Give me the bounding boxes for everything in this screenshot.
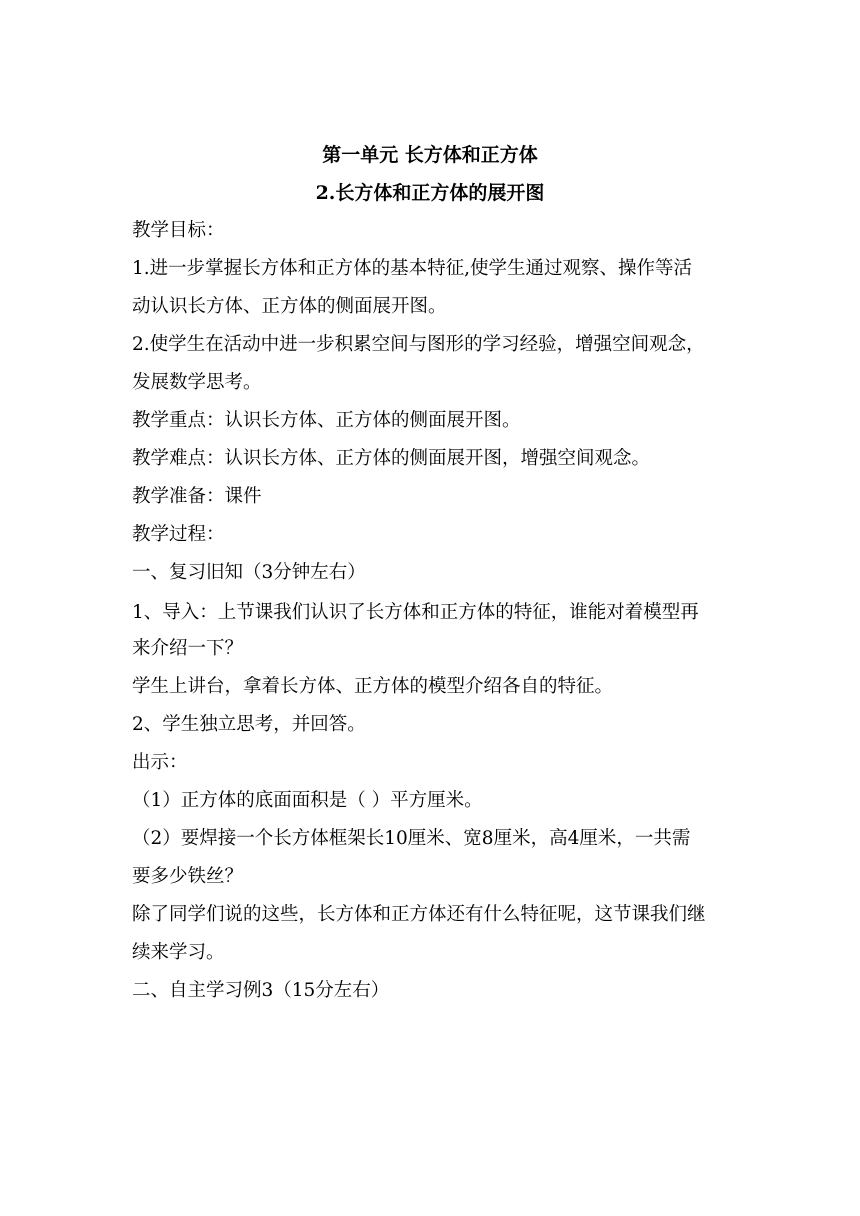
text-line: 来介绍一下？ bbox=[132, 638, 244, 659]
document-title: 第一单元 长方体和正方体 bbox=[322, 144, 538, 166]
text-line: 二、自主学习例3（15分左右） bbox=[132, 980, 390, 1001]
document-subtitle: 2.长方体和正方体的展开图 bbox=[315, 182, 545, 204]
text-line: 除了同学们说的这些，长方体和正方体还有什么特征呢，这节课我们继 bbox=[132, 904, 706, 925]
text-line: 一、复习旧知（3分钟左右） bbox=[132, 562, 366, 583]
text-line: （2）要焊接一个长方体框架长10厘米、宽8厘米，高4厘米，一共需 bbox=[132, 828, 691, 849]
text-line: 1、导入：上节课我们认识了长方体和正方体的特征，谁能对着模型再 bbox=[132, 602, 699, 623]
text-line: 动认识长方体、正方体的侧面展开图。 bbox=[132, 296, 447, 317]
text-line: 教学目标： bbox=[132, 220, 225, 241]
text-line: 出示： bbox=[132, 752, 188, 773]
text-line: 1.进一步掌握长方体和正方体的基本特征,使学生通过观察、操作等活 bbox=[132, 258, 693, 279]
text-line: 2、学生独立思考，并回答。 bbox=[132, 714, 366, 735]
text-line: 教学难点：认识长方体、正方体的侧面展开图，增强空间观念。 bbox=[132, 448, 651, 469]
text-line: 2.使学生在活动中进一步积累空间与图形的学习经验，增强空间观念， bbox=[132, 334, 705, 355]
text-line: 要多少铁丝？ bbox=[132, 866, 244, 887]
text-line: 教学过程： bbox=[132, 524, 225, 545]
text-line: 教学准备：课件 bbox=[132, 486, 262, 507]
text-line: （1）正方体的底面面积是（ ）平方厘米。 bbox=[132, 790, 483, 811]
text-line: 教学重点：认识长方体、正方体的侧面展开图。 bbox=[132, 410, 521, 431]
text-line: 续来学习。 bbox=[132, 942, 225, 963]
text-line: 发展数学思考。 bbox=[132, 372, 262, 393]
text-line: 学生上讲台，拿着长方体、正方体的模型介绍各自的特征。 bbox=[132, 676, 614, 697]
